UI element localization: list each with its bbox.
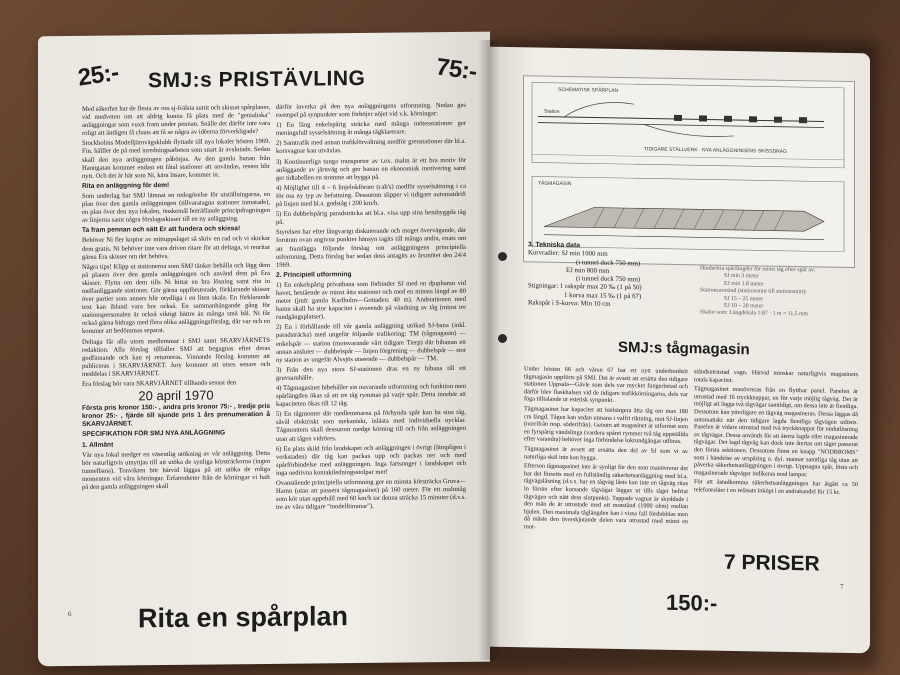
left-column-1 (82, 104, 270, 494)
paragraph: Ovanstående principiella utformning ger en minsta körsträcka Gruva—Hamn (utan att passera tågmagasinet) på 160 meter. För ett malmtåg som kör utan uppehåll med 60 km/h tar denna sträcka 15 minuter (d.v.s. tre av våra tidigare "modelltimmar"). (276, 477, 466, 512)
paragraph: Vår nya lokal medger en väsentlig utökning av vår anläggning. Detta bör naturligtvis utnyttjas till att utöka de synliga körsträckorna (ingen tunnelbana). Tonvikten bör härvid läggas på att utöka de roliga momenten vid våra körningar. Erfarenheter från de körningar vi haft på den gamla anläggningen skall (82, 449, 270, 491)
paragraph: 2) En i förhållande till vår gamla anläggning utökad SJ-bana (inkl. paradsträcka) med ungefär följande trafikering: TM (tågmagasin) — enkelspår — station (motsvarande vårt tidigare Tierp) där bibanan ett annan ansluter — dubbelspår — linjen förgrening — dubbelspår — stor ny station av ungefär Alvsjös utseende — dubbelspår — TM. (276, 322, 466, 364)
bottom-title-rita: Rita en spårplan (138, 601, 349, 634)
paragraph: Tågmagasinet manövreras från en flyttbar panel. Panelen är utrustad med 16 tryckknappar, en för varje möjlig tågväg. Det är möjligt att lägga två tågvägar samtidigt, om dessa inte är fientliga. Dessutom kan ytterligare en tågväg magasineras. Dessa läggas då automatiskt när den tidigare lagda fientliga tågvägen utlösts. Panelen är vidare utrustad med två tryckknappar för nödutlösning av tågvägar. Dessa används för att återta lagda eller magasinerade tågvägar. Det lagd tågväg kan dock inte återtas om tåget passerat den första sektionen. Dessutom finns en knapp "NODBROMS" som i händelse av urspåring o. dyl. stannar samtliga tåg utan att påverka säkerhetsanläggningen i övrigt. Uppsagna spår, lösta och magasinerade tågvägar indikeras med lampor. (694, 385, 858, 478)
paragraph: 5) En dubbelspårig paradsträcka att bl.a. visa upp sina hembyggda tåg på. (276, 209, 466, 227)
right-page (488, 47, 870, 654)
paragraph: 1) En enkelspårig privatbana som förbinder SJ med en djuphamn vid havet, bestående av minst åtta stationer och med en minsta längd av 80 meter (jmfr gamla Karlholm—Gottaden: 40 m). Andstationen med hamn skall ha stor kapacitet i avseende på vändning av tåg (minst tre rundgångsplatser). (276, 279, 466, 322)
tech-line: Skalor som: Längdskala 1:87 · 1 m = 11,5 mm (700, 309, 809, 318)
paragraph: 4) Möjlighet till 4 – 6 linjelokförare (cab's) medför sysselsättning i ca för oss ny typ av befattning. Dessutom slipper vi tidigare automatdrift på linjen med bl.a. godståg i 200 km/h. (276, 182, 466, 208)
price-75: 75:- (434, 53, 479, 86)
paragraph: Efterson tågmagasinet inte är synligt för den som manövrerar det har det försetts med en fullständig säkerhetsanläggning med bl.a. tågvägslåsning (d.v.s. har en tågväg låsts kan inte en tågväg ritas in förrän efter korsande tågvägar läggas ut tills tåget befriat tågvägen och nått dess slutpunkt). Tappade vagnar är skyddade i den mån de är utrustade med ett motstånd (1000 ohm) mellan hjulen. Den maximala tåglängden kan i vissa fall fördubblas men då måste den överskjutande delen vara utrustad med minst en mot- (524, 462, 688, 531)
price-150: 150:- (666, 589, 718, 616)
tech-line: Rakspår i S-kurva: Min 10 cm (528, 299, 611, 308)
paragraph: Med säkerhet har de flesta av oss sj-frälsta suttit och skissat spårplaner, vid medveten om att aldrig kunna få plats med de "genialiska" anläggningar som vuxit fram under pennan. Snälle det därför inte vara roligt att äntligen få chans att få se några av idéerna förverkligade? (82, 103, 270, 138)
paragraph: Behöver Ni fler kopior av mittuppslaget så skriv en rad och vi skickar dem gratis. Ni behöver inte vara driven ritare för att deltaga, vi renritar gärna Era skisser om det behövs. (82, 235, 270, 261)
diagram-label-magazine: TÅGMAGASIN (538, 180, 572, 188)
tech-line: 1 kurva max 15 ‰ (1 på 67) (564, 291, 642, 301)
paragraph: Tågmagasinet har kapacitet att härbärgera åtta tåg om max 180 cm längd. Tågen kan sedan utmana i valfri riktning, mot SJ-linjen (norrifrån resp. söderifrån). Genom att magasinet är utformat som en fyrspårig vändslinga (vardera spåret rymmer två tåg uppställda efter varandra) behöver inga förbindelse lokrundgångar utföras. (524, 405, 688, 446)
subheading: 1. Allmänt (82, 441, 114, 449)
tech-line: EJ min 1.8 meter (724, 280, 764, 288)
tech-heading: 3. Tekniska data (528, 241, 581, 250)
diagram-title: SCHEMATISK SPÅRPLAN (558, 86, 619, 94)
paragraph: 3) Kontinuerliga tunga transporter av t.ex. malm är ett bra motiv för anläggande av järnväg och ger banan en ekonomisk motivering samt ger tidtabellen en stomme att bygga på. (276, 156, 466, 182)
tech-line: (i tunnel dock 750 mm) (576, 275, 641, 284)
tech-line: EJ 10 – 20 meter (724, 302, 764, 310)
tech-line: EJ min 800 mm (566, 266, 610, 275)
left-column-2 (276, 102, 466, 514)
page-number-right: 7 (840, 582, 844, 591)
paragraph: 4) Tågmagasinet bibehåller sin nuvarande utformning och funktion men spårlängden ökas så att tre tåg rymmas på varje spår. Detta innebär att kapaciteten ökas till 12 tåg. (276, 382, 466, 409)
page-title-pristavling: SMJ:s PRISTÄVLING (148, 66, 366, 93)
tech-data-right (700, 265, 860, 320)
binding-hole (498, 252, 507, 261)
paragraph: Styrelsen har efter långvarigt diskuterande och moget övervägande, där forutom ovan angivna punkter hänsyn tagits till många andra, enats om att framlägga följande förslag om anläggningens principiella utformning. Detta förslag har sedan dess antagits av årsmötet den 24/4 1969. (276, 227, 466, 269)
page-number-left: 6 (68, 610, 72, 619)
subheading: 2. Principiell utformning (276, 270, 352, 279)
paragraph: Under hösten 66 och våren 67 har ett nytt underbordsöt tågmagasin uppförts på SMJ. Det är avsett att ersätta den tidigare stationen Uppsala—Gävle som dels var mycket fungerbetad och därför blev flaskhalsen vid de tidigare trafikkörningarna, dels var föga tilltalande ur estetisk synpunkt. (524, 365, 688, 405)
prizes-label: 7 PRISER (724, 550, 820, 576)
subheading: SPECIFIKATION FÖR SMJ NYA ANLÄGGNING (82, 429, 226, 439)
prize-info: Första pris kronor 150:- , andra pris kronor 75:- , tredje pris kronor 25:- , fjärde till sjunde pris 1 års prenumeration å SKARVJÄRNET. (82, 403, 270, 429)
paragraph: därför inverka på den nya anläggningens utformning. Nedan ges exempel på synpunkter som förhöjer nöjet vid v.k. körningar: (276, 101, 466, 119)
binding-hole (498, 334, 507, 343)
tech-line: Kurvradier: SJ min 1000 mm (528, 249, 608, 259)
track-plan-svg (524, 76, 854, 267)
paragraph: Era förslag bör vara SKARVJÄRNET tillhanda senast den (82, 379, 237, 388)
paragraph: 3) Från den nya stora SJ-stationen dras en ny bibana till ett gruvsamhälle. (276, 364, 466, 382)
right-column-1 (524, 365, 688, 535)
paragraph: Tågmagasinet är avsett att ersätta den del av SJ som vi av naturliga skäl inte kan bygga. (524, 445, 688, 462)
left-page (38, 32, 490, 667)
paragraph: 5) En tågmonter där medlemmarna på förhynda spår kan ha sina tåg, såväl elektriskt som mekaniskt, inlästa med individuella nycklar. Tågmontern skall dessutom medge körning till och från anläggningen utan att tågen vidröres. (276, 409, 466, 443)
tech-line: Stigningar: 1 rakspår max 20 ‰ (1 på 50) (528, 282, 642, 292)
track-plan-diagram (523, 75, 855, 268)
paragraph: Som underlag har SMJ lämnat en redogörelse för utställningarna, en plan över den gamla anläggningen (tillvaratagna stationer inmatade), en plan över den nya lokalen, önskemål beträffande principdragningen av linjerna samt några förslagsskisser till en ny anläggning. (82, 190, 270, 225)
tech-line: SJ min 3 meter (724, 273, 759, 280)
diagram-caption: TIDIGARE STÄLLVERK · NYA ANLÄGGNINGENS SKISSDRAG (644, 146, 787, 155)
price-25: 25:- (76, 58, 121, 92)
paragraph: ståndsutrustad vagn. Härvid minskar naturligtvis magasinets totala kapacitet. (694, 368, 858, 384)
tech-line: Stationsavstånd (stationsmitt till stationsmitt): (700, 287, 807, 296)
tech-data-block (528, 241, 642, 309)
paragraph: 2) Samtrafik med annan trafikförvaltning medför grenstationer där bl.a. korsvagnar kan utväxlas. (276, 138, 466, 156)
diagram-label-station: Station (544, 108, 560, 115)
paragraph: 1) En lång enkelspårig sträcka med många mötesstationer ger meningsfull sysselsättning åt många tågklarerare. (276, 120, 466, 138)
tech-line: Hinderfria spårlängder för minst tåg efter spår av: (700, 265, 816, 274)
paragraph: Deltaga får alla utom medlemmar i SMJ samt SKARVJÄRNETS redaktion. Alla förslag tillfaller SMJ att begagnas efter deras godfinnande och kan ej returneras. Vinnande förslag kommer att publiceras i SKARVJÄRNET. Jury kommer att utses senare och meddelas i SKARVJÄRNET. (82, 336, 270, 378)
tagmagasin-title: SMJ:s tågmagasin (618, 338, 750, 359)
tech-line: (i tunnel dock 750 mm) (576, 258, 641, 267)
subheading: Rita en anläggning för dem! (82, 181, 170, 190)
right-column-2 (694, 368, 858, 498)
paragraph: Några tips! Klipp ut stationerna som SMJ tänker behålla och lägg dem på planen över den gamla anläggningen och använd dem på Era skisser. Flytta om dem tills Ni hittat en bra lösning samt rita in mellanliggande stationer. Gör gärna uppförstorade, förklarande skisser över partier som annars blir otydliga i en liten skala. En förklarande text kan ibland vara bra också. En sammanhängande gång för stationspersonalen är också viktigt bättre än många små bål. Ni får också gärna bidraga med flera olika anläggningsförslag, där var och en kommer att bedömmas separat. (82, 261, 270, 336)
paragraph: 6) En plats skild från landskapet och anläggningen i övrigt (lämpligen i verkstaden) där tåg kan packas upp och packas ner och med spårförbindelse med anläggningen. Inga fartsonger i landskapet och inga nedrivna kontaktledningsstolpar mer! (276, 443, 466, 477)
deadline-date: 20 april 1970 (138, 387, 214, 404)
paragraph: Stockholms Modelljärnvägsklubb flyttade till nya lokaler hösten 1969. Fin. hålller de på med inredningsarbeten som snart är avslutade. Sedan skall den nya anläggningen påbörjas. Av den gamla banan från Hanngatan kommer endast ett fåtal stationer att användas, resten blir nytt. Och det är här som Ni, kära läsare, kommer in. (82, 138, 270, 180)
subheading: Ta fram pennan och sätt Er att fundera och skissa! (82, 225, 241, 235)
tech-line: SJ 15 – 25 meter (724, 295, 763, 303)
paragraph: För att åstadkomma säkerhetsanläggningen har åtgått ca 50 telefonreläer i en reläsats inköpt i en andrahandel för 15 kr. (694, 478, 858, 496)
